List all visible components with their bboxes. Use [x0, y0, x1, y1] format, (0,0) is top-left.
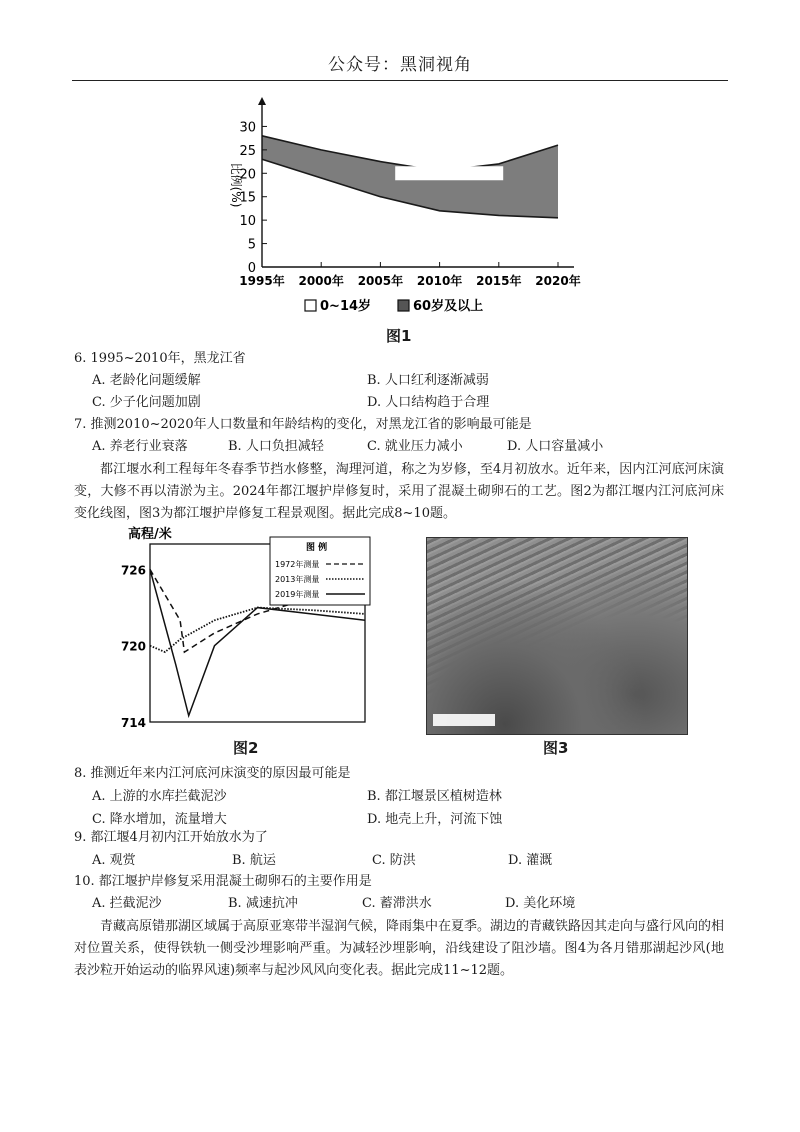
- y-tick-label: 714: [120, 716, 146, 730]
- question-6-option-c: C. 少子化问题加剧: [92, 395, 201, 410]
- passage-cuona-lake: 青藏高原错那湖区域属于高原亚寒带半湿润气候，降雨集中在夏季。湖边的青藏铁路因其走向与盛行风向的相对位置关系，使得铁轨一侧受沙埋影响严重。为减轻沙埋影响，沿线建设了阻沙墙。图4为各月错那湖起沙风(地表沙粒开始运动的临界风速)频率与起沙风风向变化表。据此完成11~12题。: [74, 919, 725, 978]
- legend-label-0-14: 0~14岁: [320, 299, 372, 314]
- question-8-stem: 8. 推测近年来内江河底河床演变的原因最可能是: [74, 766, 351, 781]
- y-tick-label: 720: [120, 639, 146, 654]
- legend-swatch-0-14: [305, 300, 316, 311]
- y-axis-arrow: [258, 97, 266, 105]
- figure-2-caption: 图2: [233, 739, 259, 757]
- figure-1-chart: [210, 95, 600, 325]
- question-9-option-c: C. 防洪: [372, 853, 416, 868]
- page-header: 公众号：黑洞视角: [328, 55, 472, 75]
- figure-2-legend-title: 图 例: [306, 543, 328, 553]
- question-6-option-d: D. 人口结构趋于合理: [367, 395, 490, 410]
- figure-2-legend: [270, 537, 370, 605]
- passage-dujiangyan: 都江堰水利工程每年冬春季节挡水修整，淘理河道，称之为岁修，至4月初放水。近年来，因内江河底河床演变，大修不再以清淤为主。2024年都江堰护岸修复时，采用了混凝土砌卵石的工艺。图2为都江堰内江河底河床变化线图，图3为都江堰护岸修复工程景观图。据此完成8~10题。: [74, 462, 724, 521]
- x-tick-label: 2005年: [357, 274, 404, 288]
- question-7-option-d: D. 人口容量减小: [507, 439, 604, 454]
- x-tick-label: 2000年: [298, 274, 344, 288]
- x-tick-label: 2010年: [416, 274, 463, 288]
- question-9-option-b: B. 航运: [232, 853, 276, 868]
- question-10-stem: 10. 都江堰护岸修复采用混凝土砌卵石的主要作用是: [74, 874, 372, 889]
- figure-3-photo-embankment-repair: [426, 537, 688, 735]
- legend-label-60plus: 60岁及以上: [413, 299, 484, 314]
- question-10-option-a: A. 拦截泥沙: [92, 896, 162, 911]
- question-10-option-d: D. 美化环境: [505, 896, 576, 911]
- x-tick-label: 1995年: [239, 274, 285, 288]
- legend-1972: 1972年测量: [275, 560, 320, 569]
- figure-2-chart: [120, 522, 390, 732]
- figure-1-legend: [305, 298, 483, 314]
- question-6-option-b: B. 人口红利逐渐减弱: [367, 373, 489, 388]
- question-10-option-c: C. 蓄滞洪水: [362, 896, 432, 911]
- y-tick-label: 30: [239, 120, 256, 136]
- figure-2-ylabel: 高程/米: [128, 527, 172, 542]
- y-axis-label: 比例(%): [229, 162, 243, 208]
- y-tick-label: 25: [239, 143, 256, 159]
- y-tick-label: 20: [239, 167, 256, 183]
- masked-label-box: [395, 166, 503, 180]
- question-7-option-a: A. 养老行业衰落: [92, 439, 188, 454]
- question-9-option-a: A. 观赏: [92, 853, 136, 868]
- question-8-option-b: B. 都江堰景区植树造林: [367, 789, 502, 804]
- y-tick-label: 0: [247, 261, 256, 276]
- question-10-option-b: B. 减速抗冲: [228, 896, 298, 911]
- legend-2013: 2013年测量: [275, 575, 320, 584]
- question-7-stem: 7. 推测2010~2020年人口数量和年龄结构的变化，对黑龙江省的影响最可能是: [74, 417, 532, 432]
- question-7-option-c: C. 就业压力减小: [367, 439, 463, 454]
- y-tick-label: 10: [239, 214, 256, 230]
- y-tick-label: 726: [120, 563, 146, 578]
- x-tick-label: 2015年: [476, 274, 522, 288]
- question-8-option-d: D. 地壳上升，河流下蚀: [367, 812, 503, 827]
- legend-swatch-60plus: [398, 300, 409, 311]
- figure-3-caption: 图3: [543, 739, 569, 757]
- question-9-stem: 9. 都江堰4月初内江开始放水为了: [74, 830, 268, 845]
- question-6-option-a: A. 老龄化问题缓解: [92, 373, 201, 388]
- question-9-option-d: D. 灌溉: [508, 853, 553, 868]
- question-8-option-c: C. 降水增加，流量增大: [92, 812, 227, 827]
- question-7-option-b: B. 人口负担减轻: [228, 439, 324, 454]
- legend-2019: 2019年测量: [275, 590, 320, 599]
- y-tick-label: 15: [239, 190, 256, 206]
- question-6-stem: 6. 1995~2010年，黑龙江省: [74, 351, 246, 366]
- figure-1-caption: 图1: [386, 327, 412, 345]
- y-tick-label: 5: [247, 237, 256, 253]
- x-tick-label: 2020年: [535, 274, 581, 288]
- question-8-option-a: A. 上游的水库拦截泥沙: [92, 789, 227, 804]
- header-rule: [72, 80, 728, 81]
